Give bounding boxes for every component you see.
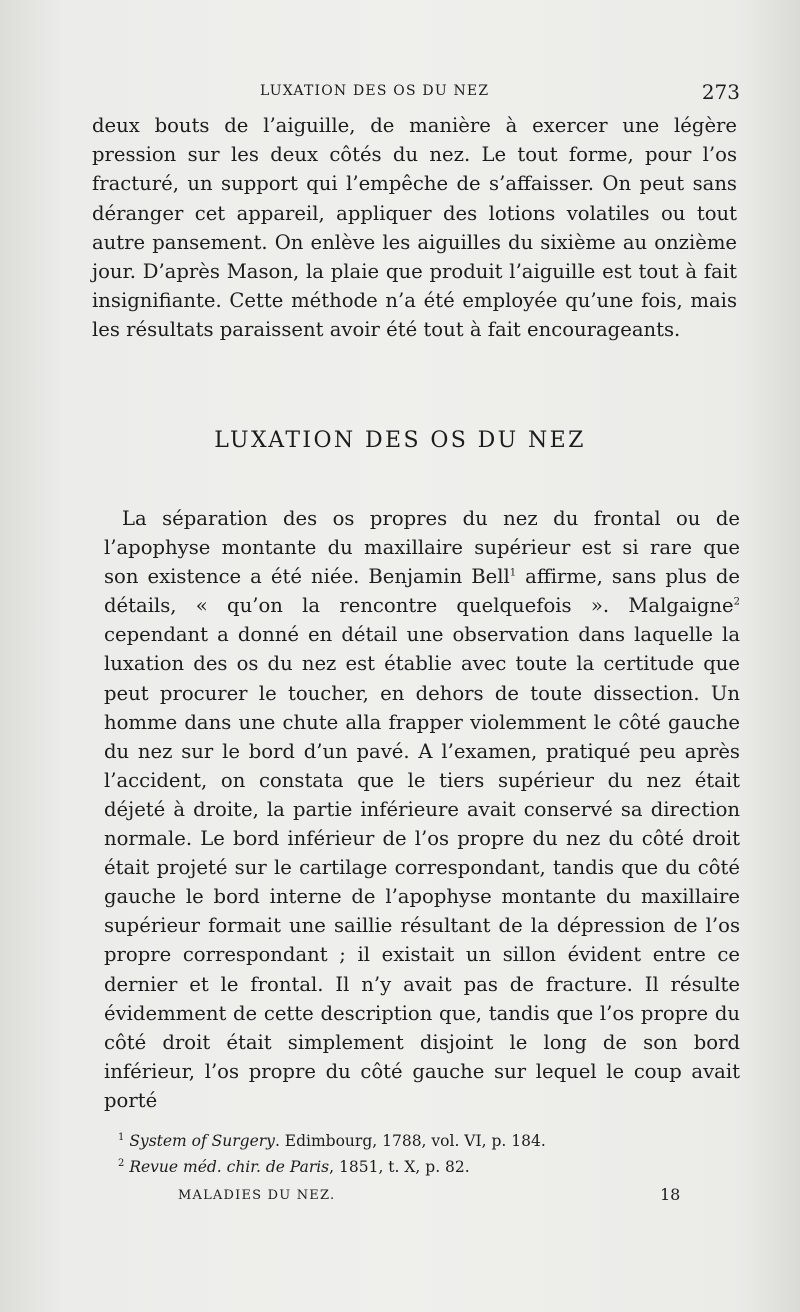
printer-signature: MALADIES DU NEZ. bbox=[178, 1188, 336, 1203]
footnote-title-2: Revue méd. chir. de Paris bbox=[129, 1158, 330, 1176]
paragraph-text-part-2: affirme, sans plus de détails, « qu’on la rencontre quelquefois ». Malgaigne bbox=[104, 565, 740, 618]
paragraph-text-part-3: cependant a donné en détail une observation dans laquelle la luxation des os du nez est établie avec toute la certitude que peut procurer le toucher, en dehors de toute dissection. Un homme dans une chute alla frapper violemment le côté gauche du nez sur le bord d’un pavé. A l’examen, pratiqué peu après l’accident, on constata que le tiers supérieur du nez était déjeté à droite, la partie inférieure avait conservé sa direction normale. Le bord inférieur de l’os propre du nez du côté droit était projeté sur le cartilage correspondant, tandis que du côté gauche le bord interne de l’apophyse montante du maxillaire supérieur formait une saillie résultant de la dépression de l’os propre correspondant ; il existait un sillon évident entre ce dernier et le frontal. Il n’y avait pas de fracture. Il résulte évidemment de cette description que, tandis que l’os propre du côté droit était simplement disjoint le long de son bord inférieur, l’os propre du côté gauche sur lequel le coup avait porté bbox=[104, 623, 740, 1112]
footnote-mark-2: 2 bbox=[118, 1157, 125, 1169]
footnote-ref-2: 2 bbox=[733, 596, 740, 608]
paragraph-text-part-1: La séparation des os propres du nez du frontal ou de l’apophyse montante du maxillaire supérieur est si rare que son existence a été niée. Benjamin Bell bbox=[104, 507, 740, 589]
footnote-2 bbox=[118, 1154, 738, 1180]
footnote-mark-1: 1 bbox=[118, 1131, 125, 1143]
paragraph-continuation: deux bouts de l’aiguille, de manière à exercer une légère pression sur les deux côtés du nez. Le tout forme, pour l’os fracturé, un support qui l’empêche de s’affaisser. On peut sans déranger cet appareil, appliquer des lotions volatiles ou tout autre pansement. On enlève les aiguilles du sixième au onzième jour. D’après Mason, la plaie que produit l’aiguille est tout à fait insignifiante. Cette méthode n’a été employée qu’une fois, mais les résultats paraissent avoir été tout à fait encourageants. bbox=[92, 114, 737, 342]
sheet-number: 18 bbox=[660, 1185, 681, 1204]
running-head: LUXATION DES OS DU NEZ bbox=[260, 83, 490, 99]
paragraph-luxation bbox=[104, 504, 740, 1115]
footnote-rest-1: . Edimbourg, 1788, vol. VI, p. 184. bbox=[274, 1132, 546, 1150]
footnote-ref-1: 1 bbox=[509, 567, 517, 579]
page-number: 273 bbox=[701, 80, 740, 104]
footnotes bbox=[118, 1128, 738, 1180]
footnote-1 bbox=[118, 1128, 738, 1154]
section-title: LUXATION DES OS DU NEZ bbox=[214, 428, 586, 453]
footnote-rest-2: , 1851, t. X, p. 82. bbox=[329, 1158, 470, 1176]
footnote-title-1: System of Surgery bbox=[129, 1132, 275, 1150]
page-header bbox=[100, 80, 740, 104]
